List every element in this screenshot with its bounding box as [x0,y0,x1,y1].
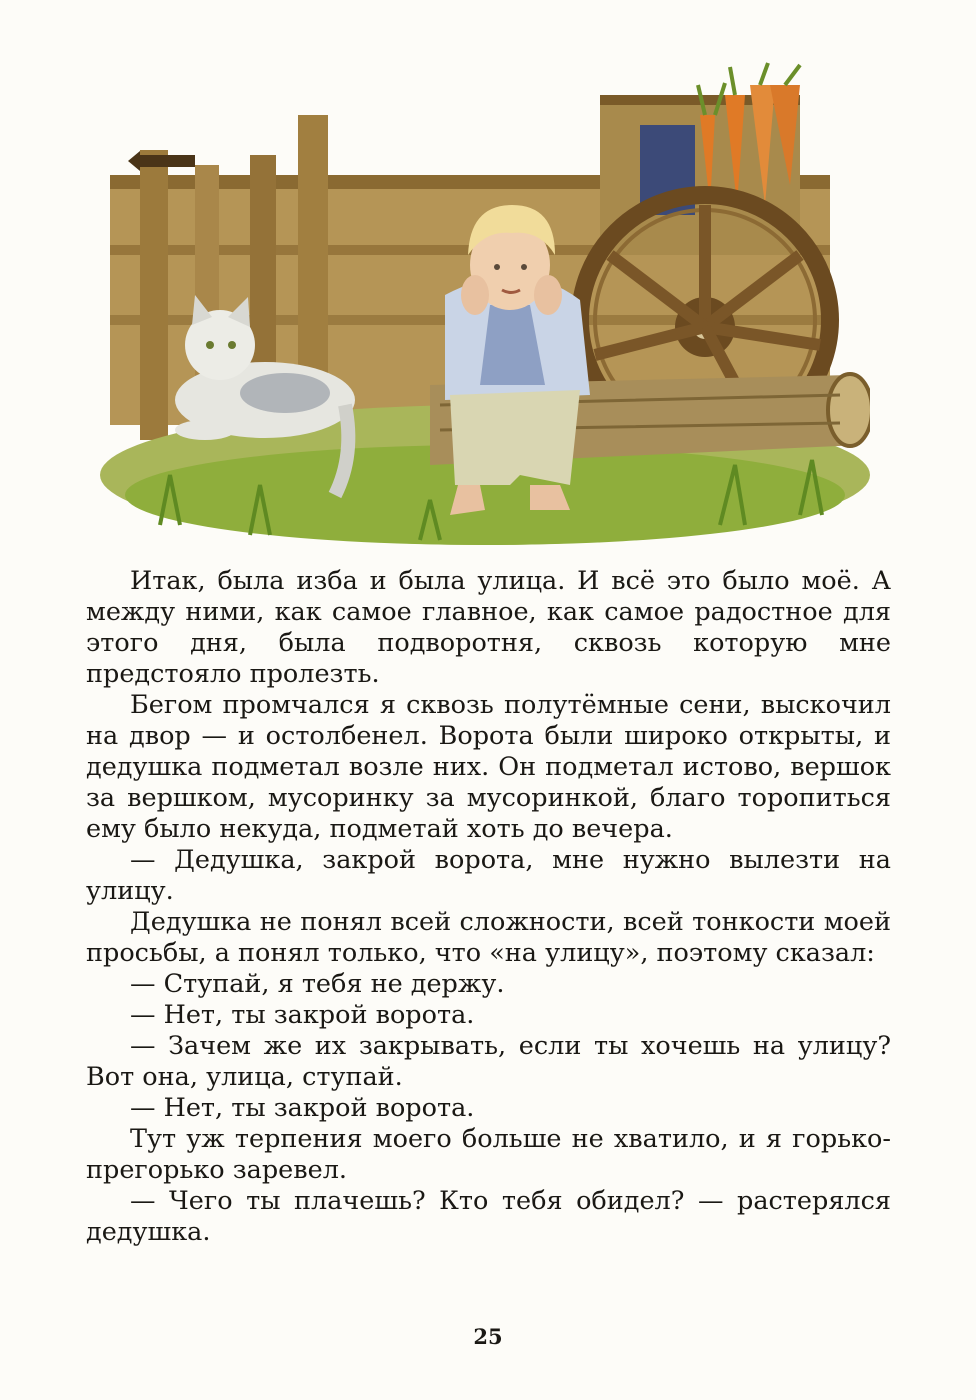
story-text [86,566,891,1248]
paragraph: Тут уж терпения моего больше не хватило, и я горько-прегорько заревел. [86,1124,891,1185]
paragraph: — Нет, ты закрой ворота. [130,1093,475,1123]
illustration-boy-cat-wheel [100,55,870,550]
page-number: 25 [473,1324,503,1349]
paragraph: Итак, была изба и была улица. И всё это было моё. А между ними, как самое главное, как самое радостное для этого дня, была подворотня, сквозь которую мне предстояло пролезть. [86,566,891,689]
book-illustration [100,55,870,550]
paragraph: — Чего ты плачешь? Кто тебя обидел? — растерялся дедушка. [86,1186,891,1247]
paragraph: — Ступай, я тебя не держу. [130,969,505,999]
paragraph: — Нет, ты закрой ворота. [130,1000,475,1030]
paragraph: — Зачем же их закрывать, если ты хочешь на улицу? Вот она, улица, ступай. [86,1031,891,1092]
paragraph: Дедушка не понял всей сложности, всей тонкости моей просьбы, а понял только, что «на улицу», поэтому сказал: [86,907,891,968]
paragraph: — Дедушка, закрой ворота, мне нужно вылезти на улицу. [86,845,891,906]
paragraph: Бегом промчался я сквозь полутёмные сени, выскочил на двор — и остолбенел. Ворота были широко открыты, и дедушка подметал возле них. Он подметал истово, вершок за вершком, мусоринку за мусоринкой, благо торопиться ему было некуда, подметай хоть до вечера. [86,690,891,844]
